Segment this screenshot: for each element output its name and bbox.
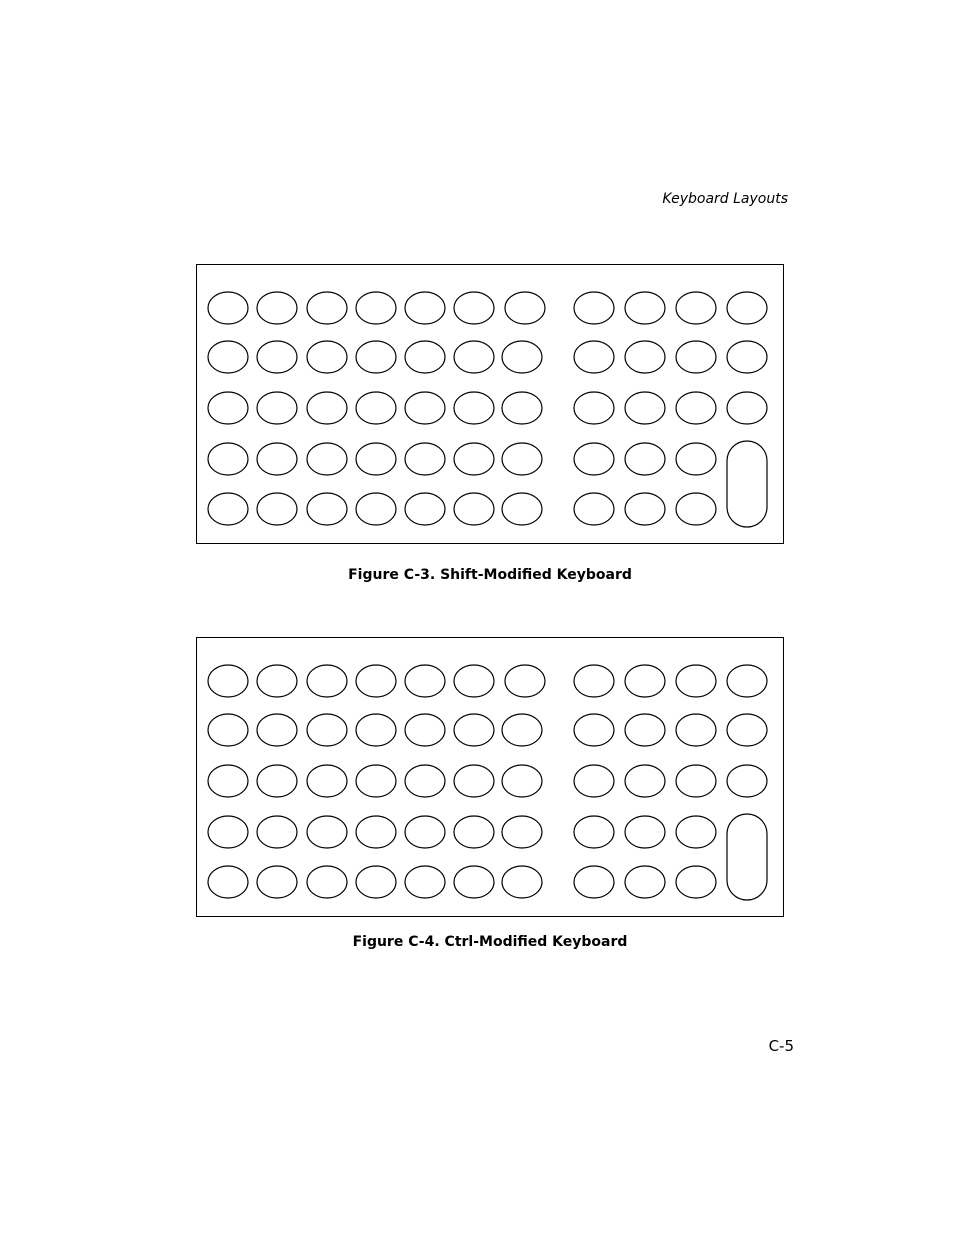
key-keypad-r2-c2: [625, 341, 665, 373]
key-main-r4-c2: [257, 443, 297, 475]
key-keypad-r3-c4: [727, 392, 767, 424]
key-main-r5-c6: [454, 866, 494, 898]
key-main-r4-c1: [208, 816, 248, 848]
key-keypad-r2-c1: [574, 714, 614, 746]
key-keypad-tall: [727, 441, 767, 527]
key-keypad-r2-c1: [574, 341, 614, 373]
key-main-r3-c3: [307, 765, 347, 797]
key-main-r2-c1: [208, 714, 248, 746]
key-main-r1-c6: [454, 665, 494, 697]
key-main-r3-c5: [405, 392, 445, 424]
key-keypad-r3-c3: [676, 392, 716, 424]
key-main-r5-c3: [307, 493, 347, 525]
key-main-r5-c1: [208, 493, 248, 525]
key-main-r5-c4: [356, 493, 396, 525]
ctrl-keyboard-diagram: [197, 638, 785, 918]
key-keypad-r5-c3: [676, 866, 716, 898]
key-keypad-r1-c3: [676, 292, 716, 324]
key-main-r2-c4: [356, 341, 396, 373]
key-main-r5-c2: [257, 866, 297, 898]
key-main-r4-c2: [257, 816, 297, 848]
key-keypad-r1-c3: [676, 665, 716, 697]
key-main-r5-c5: [405, 493, 445, 525]
figure-caption-ctrl: Figure C-4. Ctrl-Modified Keyboard: [352, 934, 628, 950]
key-keypad-r5-c2: [625, 493, 665, 525]
figure-caption-shift: Figure C-3. Shift-Modified Keyboard: [348, 567, 632, 583]
key-main-r4-c7: [502, 443, 542, 475]
figure-ctrl-keyboard: [196, 637, 784, 917]
key-keypad-tall: [727, 814, 767, 900]
key-main-r3-c1: [208, 392, 248, 424]
key-keypad-r1-c4: [727, 665, 767, 697]
key-keypad-r1-c2: [625, 292, 665, 324]
key-main-r5-c7: [502, 866, 542, 898]
key-main-r2-c6: [454, 341, 494, 373]
key-keypad-r1-c4: [727, 292, 767, 324]
key-keypad-r3-c1: [574, 392, 614, 424]
key-keypad-r1-c1: [574, 292, 614, 324]
key-main-r5-c6: [454, 493, 494, 525]
key-main-r1-c7: [505, 292, 545, 324]
key-main-r3-c2: [257, 392, 297, 424]
key-main-r2-c2: [257, 714, 297, 746]
key-main-r1-c3: [307, 292, 347, 324]
key-main-r5-c3: [307, 866, 347, 898]
key-main-r2-c6: [454, 714, 494, 746]
key-main-r5-c4: [356, 866, 396, 898]
key-keypad-r5-c2: [625, 866, 665, 898]
key-main-r2-c5: [405, 714, 445, 746]
key-keypad-r5-c1: [574, 866, 614, 898]
shift-keyboard-diagram: [197, 265, 785, 545]
key-main-r3-c1: [208, 765, 248, 797]
key-main-r3-c2: [257, 765, 297, 797]
key-main-r2-c7: [502, 341, 542, 373]
key-keypad-r2-c3: [676, 341, 716, 373]
key-keypad-r2-c3: [676, 714, 716, 746]
key-main-r4-c4: [356, 443, 396, 475]
key-main-r2-c3: [307, 714, 347, 746]
key-main-r3-c3: [307, 392, 347, 424]
key-main-r2-c1: [208, 341, 248, 373]
key-main-r4-c1: [208, 443, 248, 475]
key-main-r1-c4: [356, 665, 396, 697]
key-main-r1-c4: [356, 292, 396, 324]
key-main-r2-c3: [307, 341, 347, 373]
key-keypad-r2-c4: [727, 341, 767, 373]
key-keypad-r4-c2: [625, 816, 665, 848]
key-keypad-r1-c2: [625, 665, 665, 697]
key-main-r3-c4: [356, 765, 396, 797]
page-number: C-5: [768, 1037, 794, 1055]
key-keypad-r4-c2: [625, 443, 665, 475]
key-main-r4-c5: [405, 816, 445, 848]
key-main-r4-c4: [356, 816, 396, 848]
key-main-r1-c7: [505, 665, 545, 697]
key-keypad-r3-c3: [676, 765, 716, 797]
key-keypad-r3-c4: [727, 765, 767, 797]
key-main-r4-c5: [405, 443, 445, 475]
key-main-r3-c6: [454, 765, 494, 797]
figure-shift-keyboard: [196, 264, 784, 544]
key-main-r1-c2: [257, 292, 297, 324]
key-main-r4-c6: [454, 816, 494, 848]
key-main-r2-c7: [502, 714, 542, 746]
key-main-r5-c7: [502, 493, 542, 525]
key-keypad-r4-c1: [574, 816, 614, 848]
key-keypad-r2-c2: [625, 714, 665, 746]
key-main-r1-c1: [208, 292, 248, 324]
key-keypad-r3-c2: [625, 392, 665, 424]
key-main-r5-c2: [257, 493, 297, 525]
key-main-r3-c6: [454, 392, 494, 424]
key-keypad-r4-c3: [676, 816, 716, 848]
key-keypad-r5-c1: [574, 493, 614, 525]
key-main-r5-c1: [208, 866, 248, 898]
key-keypad-r3-c2: [625, 765, 665, 797]
key-keypad-r4-c1: [574, 443, 614, 475]
key-main-r2-c4: [356, 714, 396, 746]
key-main-r5-c5: [405, 866, 445, 898]
key-main-r4-c3: [307, 816, 347, 848]
key-main-r1-c2: [257, 665, 297, 697]
key-main-r3-c5: [405, 765, 445, 797]
key-main-r3-c7: [502, 392, 542, 424]
key-keypad-r3-c1: [574, 765, 614, 797]
key-keypad-r1-c1: [574, 665, 614, 697]
key-main-r2-c5: [405, 341, 445, 373]
key-keypad-r2-c4: [727, 714, 767, 746]
running-header: Keyboard Layouts: [662, 191, 788, 207]
key-keypad-r4-c3: [676, 443, 716, 475]
key-main-r1-c1: [208, 665, 248, 697]
key-main-r2-c2: [257, 341, 297, 373]
key-main-r4-c6: [454, 443, 494, 475]
key-main-r1-c6: [454, 292, 494, 324]
key-main-r3-c7: [502, 765, 542, 797]
key-main-r1-c5: [405, 665, 445, 697]
key-main-r1-c5: [405, 292, 445, 324]
key-main-r4-c7: [502, 816, 542, 848]
key-main-r4-c3: [307, 443, 347, 475]
key-main-r3-c4: [356, 392, 396, 424]
key-main-r1-c3: [307, 665, 347, 697]
key-keypad-r5-c3: [676, 493, 716, 525]
